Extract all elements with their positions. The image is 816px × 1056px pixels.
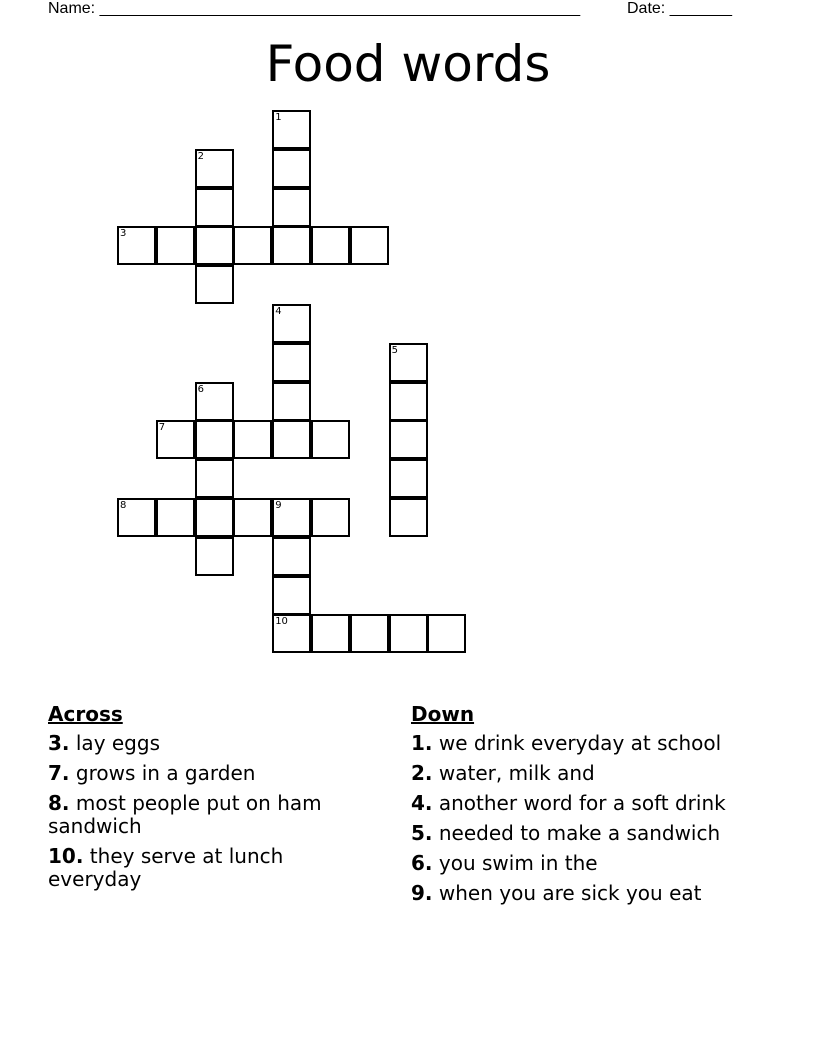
crossword-cell[interactable]: [195, 498, 234, 537]
crossword-cell[interactable]: [195, 149, 234, 188]
crossword-cell[interactable]: [389, 498, 428, 537]
name-field-label: Name: ______________________________________________________: [48, 0, 581, 17]
crossword-cell[interactable]: [389, 459, 428, 498]
crossword-cell[interactable]: [389, 614, 428, 653]
clue-down-4: 4. another word for a soft drink: [411, 791, 726, 815]
clue-number: 8: [120, 500, 127, 511]
clue-number: 5: [391, 344, 398, 356]
clue-down-6: 6. you swim in the: [411, 851, 598, 875]
crossword-cell[interactable]: [272, 188, 311, 227]
crossword-cell[interactable]: [233, 420, 272, 459]
down-clues: [411, 703, 751, 912]
clue-down-9: 9. when you are sick you eat: [411, 881, 702, 905]
clue-number: 10: [275, 616, 288, 628]
crossword-cell[interactable]: [117, 498, 156, 537]
crossword-cell[interactable]: [233, 498, 272, 537]
crossword-cell[interactable]: [156, 420, 195, 459]
clue-down-1: 1. we drink everyday at school: [411, 731, 722, 755]
clue-across-3: 3. lay eggs: [48, 731, 160, 755]
page-title: Food words: [265, 35, 551, 93]
date-field-label: Date: _______: [627, 0, 732, 17]
clue-number: 9: [275, 500, 282, 511]
clue-across-7: 7. grows in a garden: [48, 761, 256, 785]
clue-across-8: 8. most people put on ham sandwich: [48, 791, 322, 838]
header: [0, 0, 816, 20]
crossword-cell[interactable]: [272, 110, 311, 149]
crossword-cell[interactable]: [272, 226, 311, 265]
clue-number: 4: [275, 306, 282, 317]
crossword-cell[interactable]: [195, 265, 234, 304]
crossword-cell[interactable]: [311, 226, 350, 265]
crossword-cell[interactable]: [233, 226, 272, 265]
crossword-cell[interactable]: [195, 382, 234, 421]
crossword-cell[interactable]: [195, 537, 234, 576]
crossword-cell[interactable]: [156, 498, 195, 537]
crossword-cell[interactable]: [311, 420, 350, 459]
clue-number: 7: [158, 422, 166, 434]
crossword-cell[interactable]: [195, 420, 234, 459]
crossword-cell[interactable]: [427, 614, 466, 653]
crossword-cell[interactable]: [272, 576, 311, 615]
clue-down-2: 2. water, milk and: [411, 761, 595, 785]
across-heading: Across: [48, 702, 123, 726]
clue-number: 1: [275, 112, 282, 123]
crossword-cell[interactable]: [272, 304, 311, 343]
down-heading: Down: [411, 702, 475, 726]
crossword-cell[interactable]: [350, 614, 389, 653]
clue-number: 6: [197, 383, 204, 395]
crossword-cell[interactable]: [311, 498, 350, 537]
crossword-cell[interactable]: [272, 498, 311, 537]
crossword-cell[interactable]: [272, 420, 311, 459]
clue-number: 2: [197, 150, 204, 162]
crossword-cell[interactable]: [389, 382, 428, 421]
crossword-cell[interactable]: [195, 226, 234, 265]
crossword-cell[interactable]: [272, 537, 311, 576]
clue-down-5: 5. needed to make a sandwich: [411, 821, 721, 845]
crossword-cell[interactable]: [389, 420, 428, 459]
crossword-cell[interactable]: [272, 382, 311, 421]
across-clues: [48, 703, 368, 898]
crossword-cell[interactable]: [311, 614, 350, 653]
crossword-cell[interactable]: [350, 226, 389, 265]
clue-number: 3: [120, 228, 127, 240]
crossword-cell[interactable]: [117, 226, 156, 265]
crossword-cell[interactable]: [195, 188, 234, 227]
crossword-cell[interactable]: [272, 614, 311, 653]
crossword-cell[interactable]: [156, 226, 195, 265]
crossword-cell[interactable]: [195, 459, 234, 498]
crossword-cell[interactable]: [389, 343, 428, 382]
crossword-cell[interactable]: [272, 343, 311, 382]
clue-across-10: 10. they serve at lunch everyday: [48, 844, 284, 891]
crossword-cell[interactable]: [272, 149, 311, 188]
